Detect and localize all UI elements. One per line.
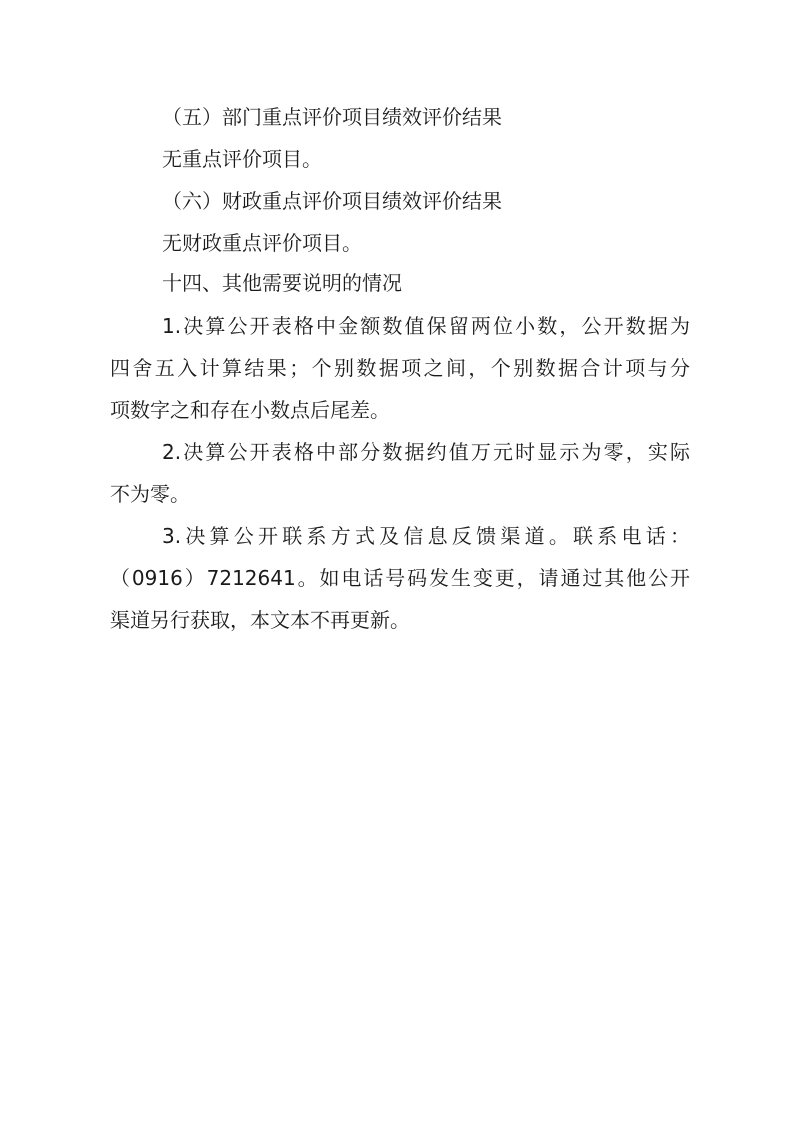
item2-line1: 2.决算公开表格中部分数据约值万元时显示为零，实际 xyxy=(162,440,690,464)
item2-line2: 不为零。 xyxy=(110,482,190,506)
section-five-body: 无重点评价项目。 xyxy=(162,147,322,171)
item1-line3: 项数字之和存在小数点后尾差。 xyxy=(110,398,390,422)
section-six-heading: （六）财政重点评价项目绩效评价结果 xyxy=(162,189,502,213)
item1-line2: 四舍五入计算结果；个别数据项之间，个别数据合计项与分 xyxy=(110,356,690,380)
item3-line3: 渠道另行获取，本文本不再更新。 xyxy=(110,608,410,632)
section-five-heading: （五）部门重点评价项目绩效评价结果 xyxy=(162,105,502,129)
section-six-body: 无财政重点评价项目。 xyxy=(162,231,362,255)
item3-line1: 3.决算公开联系方式及信息反馈渠道。联系电话： xyxy=(162,524,690,548)
item3-line2: （0916）7212641。如电话号码发生变更，请通过其他公开 xyxy=(110,566,690,590)
section-fourteen-heading: 十四、其他需要说明的情况 xyxy=(162,271,402,295)
item1-line1: 1.决算公开表格中金额数值保留两位小数，公开数据为 xyxy=(162,314,690,338)
